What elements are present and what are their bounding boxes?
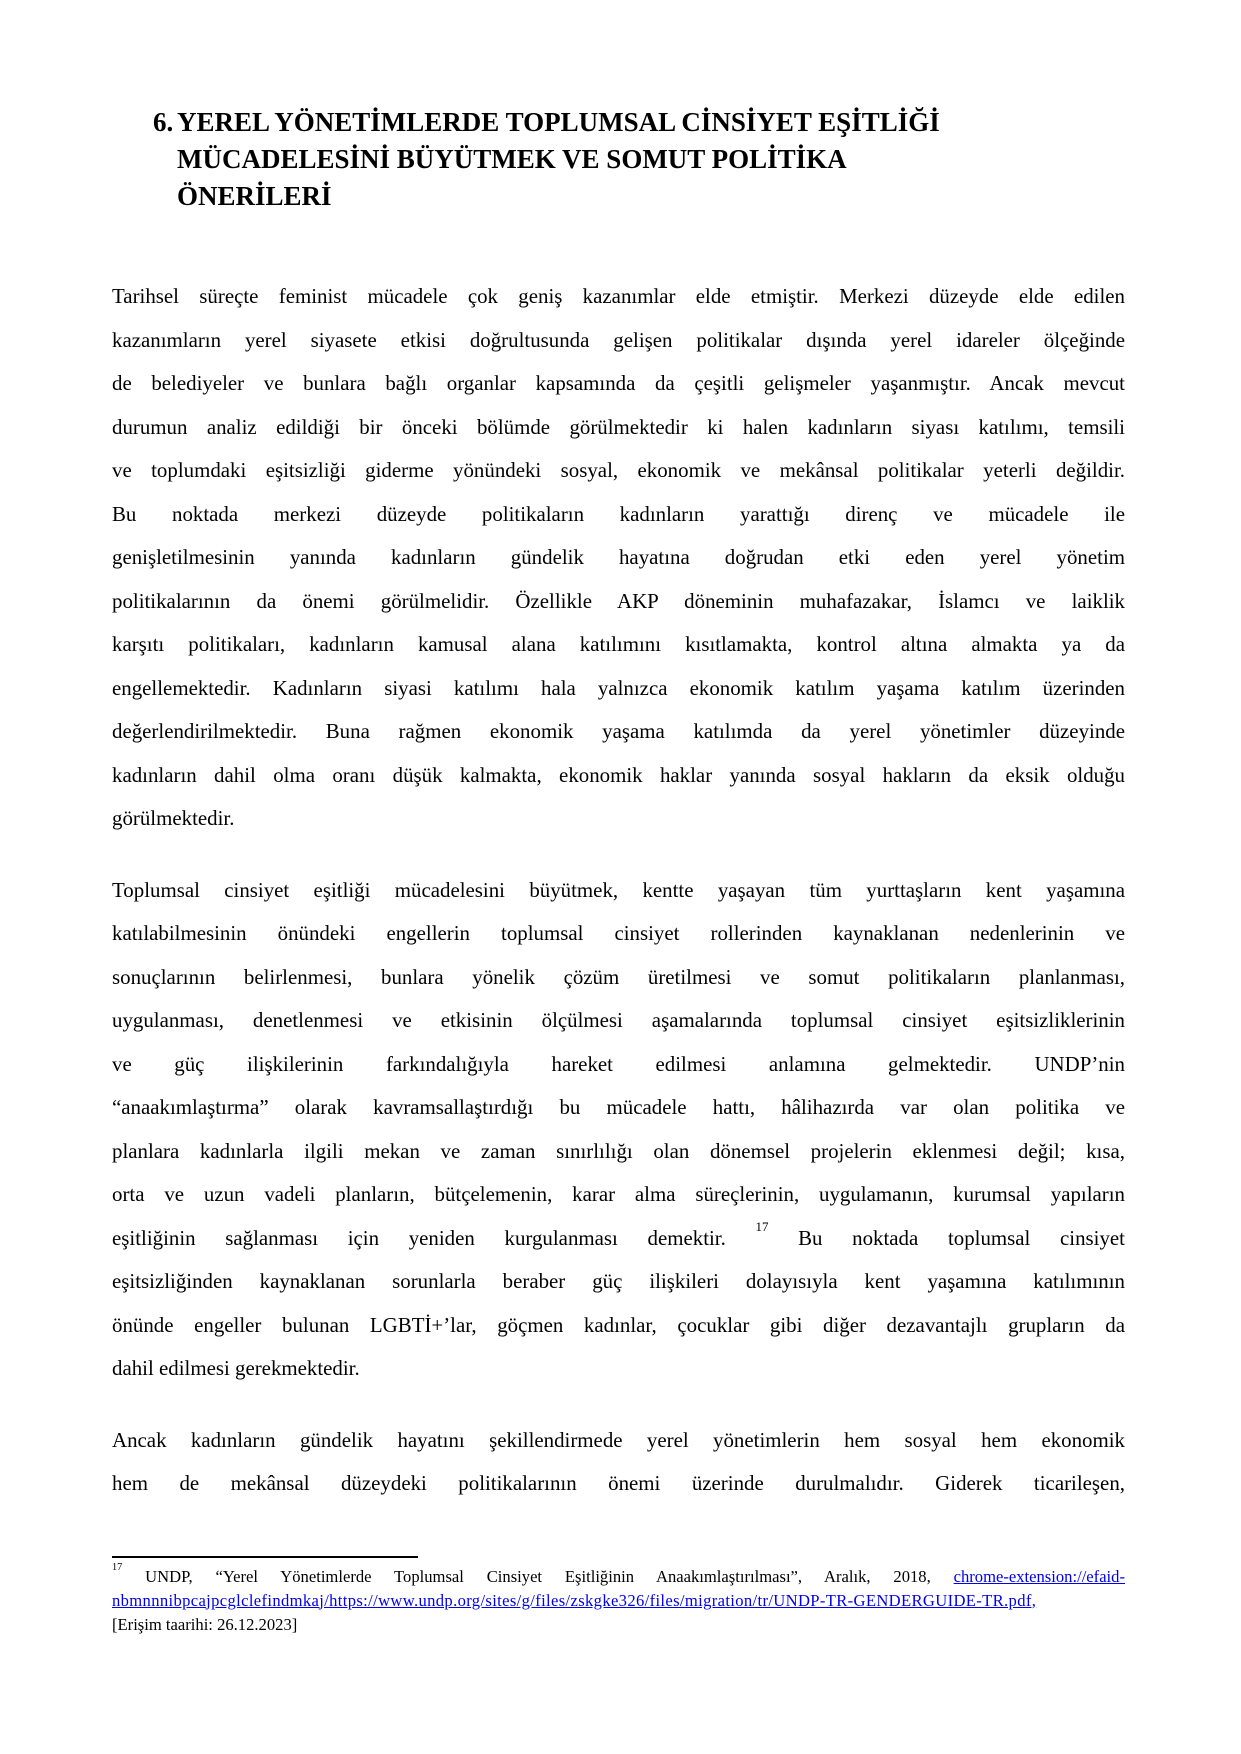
text-line: planlara kadınlarla ilgili mekan ve zaman sınırlılığı olan dönemsel projelerin eklenmesi değil; kısa,	[112, 1138, 1125, 1163]
text-line: politikalarının da önemi görülmelidir. Özellikle AKP döneminin muhafazakar, İslamcı ve laiklik	[112, 588, 1125, 613]
heading-line-1: YEREL YÖNETİMLERDE TOPLUMSAL CİNSİYET EŞİTLİĞİ	[177, 107, 940, 137]
text-line: “anaakımlaştırma” olarak kavramsallaştırdığı bu mücadele hattı, hâlihazırda var olan politika ve	[112, 1095, 1125, 1119]
footnote-url-link-part1[interactable]: chrome-extension://efaid-	[953, 1566, 1125, 1586]
footnote-line-2	[112, 1589, 1125, 1613]
section-heading	[153, 104, 1125, 215]
heading-line-3: ÖNERİLERİ	[177, 181, 332, 211]
text-line: kadınların dahil olma oranı düşük kalmakta, ekonomik haklar yanında sosyal hakların da eksik olduğu	[112, 762, 1125, 787]
footnote-access-date: [Erişim taarihi: 26.12.2023]	[112, 1614, 298, 1634]
section-title	[177, 104, 1125, 215]
text-line: Toplumsal cinsiyet eşitliği mücadelesini büyütmek, kentte yaşayan tüm yurttaşların kent yaşamına	[112, 877, 1125, 902]
text-line: genişletilmesinin yanında kadınların gündelik hayatına doğrudan etki eden yerel yönetim	[112, 545, 1125, 569]
text-line: görülmektedir.	[112, 806, 235, 830]
footnote	[112, 1562, 1125, 1637]
text-line: eşitsizliğinden kaynaklanan sorunlarla beraber güç ilişkileri dolayısıyla kent yaşamına katılımının	[112, 1269, 1125, 1293]
paragraph-2	[112, 869, 1125, 1391]
text-segment: eşitliğinin sağlanması için yeniden kurgulanması demektir.	[112, 1225, 756, 1250]
footnote-citation-text: UNDP, “Yerel Yönetimlerde Toplumsal Cinsiyet Eşitliğinin Anaakımlaştırılması”, Aralık, 2018,	[122, 1566, 954, 1586]
text-line: uygulanması, denetlenmesi ve etkisinin ölçülmesi aşamalarında toplumsal cinsiyet eşitsizliklerinin	[112, 1008, 1125, 1032]
footnote-ref-17: 17	[755, 1218, 769, 1234]
text-line: engellemektedir. Kadınların siyasi katılımı hala yalnızca ekonomik katılım yaşama katılım üzerinden	[112, 675, 1125, 700]
text-line: sonuçlarının belirlenmesi, bunlara yönelik çözüm üretilmesi ve somut politikaların planlanması,	[112, 964, 1125, 989]
text-line: hem de mekânsal düzeydeki politikalarının önemi üzerinde durulmalıdır. Giderek ticarileşen,	[112, 1471, 1125, 1495]
paragraph-3	[112, 1419, 1125, 1506]
text-line: önünde engeller bulunan LGBTİ+’lar, göçmen kadınlar, çocuklar gibi diğer dezavantajlı grupların da	[112, 1312, 1125, 1337]
text-line: değerlendirilmektedir. Buna rağmen ekonomik yaşama katılımda da yerel yönetimler düzeyinde	[112, 719, 1125, 743]
text-line: Ancak kadınların gündelik hayatını şekillendirmede yerel yönetimlerin hem sosyal hem ekonomik	[112, 1427, 1125, 1452]
footnote-url-link-part2[interactable]: nbmnnnibpcajpcglclefindmkaj/https://www.undp.org/sites/g/files/zskgke326/files/migration/tr/UNDP-TR-GENDERGUIDE-TR.pdf,	[112, 1590, 1037, 1610]
text-line: de belediyeler ve bunlara bağlı organlar kapsamında da çeşitli gelişmeler yaşanmıştır. Ancak mevcut	[112, 371, 1125, 395]
text-segment: Bu noktada toplumsal cinsiyet	[768, 1225, 1125, 1250]
text-line: Bu noktada merkezi düzeyde politikaların kadınların yarattığı direnç ve mücadele ile	[112, 501, 1125, 526]
text-line: kazanımların yerel siyasete etkisi doğrultusunda gelişen politikalar dışında yerel idareler ölçeğinde	[112, 327, 1125, 352]
text-line: katılabilmesinin önündeki engellerin toplumsal cinsiyet rollerinden kaynaklanan nedenlerinin ve	[112, 921, 1125, 945]
text-line: karşıtı politikaları, kadınların kamusal alana katılımını kısıtlamakta, kontrol altına almakta ya da	[112, 632, 1125, 656]
text-line: orta ve uzun vadeli planların, bütçelemenin, karar alma süreçlerinin, uygulamanın, kurumsal yapıların	[112, 1182, 1125, 1206]
text-line: ve toplumdaki eşitsizliği giderme yönündeki sosyal, ekonomik ve mekânsal politikalar yeterli değildir.	[112, 458, 1125, 482]
heading-line-2: MÜCADELESİNİ BÜYÜTMEK VE SOMUT POLİTİKA	[177, 144, 847, 174]
footnote-separator	[112, 1556, 418, 1558]
footnote-number-17: 17	[112, 1562, 123, 1574]
paragraph-1	[112, 275, 1125, 841]
section-number: 6.	[153, 107, 174, 137]
text-line: Tarihsel süreçte feminist mücadele çok geniş kazanımlar elde etmiştir. Merkezi düzeyde elde edilen	[112, 284, 1125, 308]
footnote-line-1	[112, 1562, 1125, 1589]
text-line: ve güç ilişkilerinin farkındalığıyla hareket edilmesi anlamına gelmektedir. UNDP’nin	[112, 1051, 1125, 1076]
text-line-with-footnote-ref	[112, 1217, 1125, 1261]
text-line: durumun analiz edildiği bir önceki bölümde görülmektedir ki halen kadınların siyası katılımı, temsili	[112, 414, 1125, 439]
text-line: dahil edilmesi gerekmektedir.	[112, 1356, 360, 1380]
